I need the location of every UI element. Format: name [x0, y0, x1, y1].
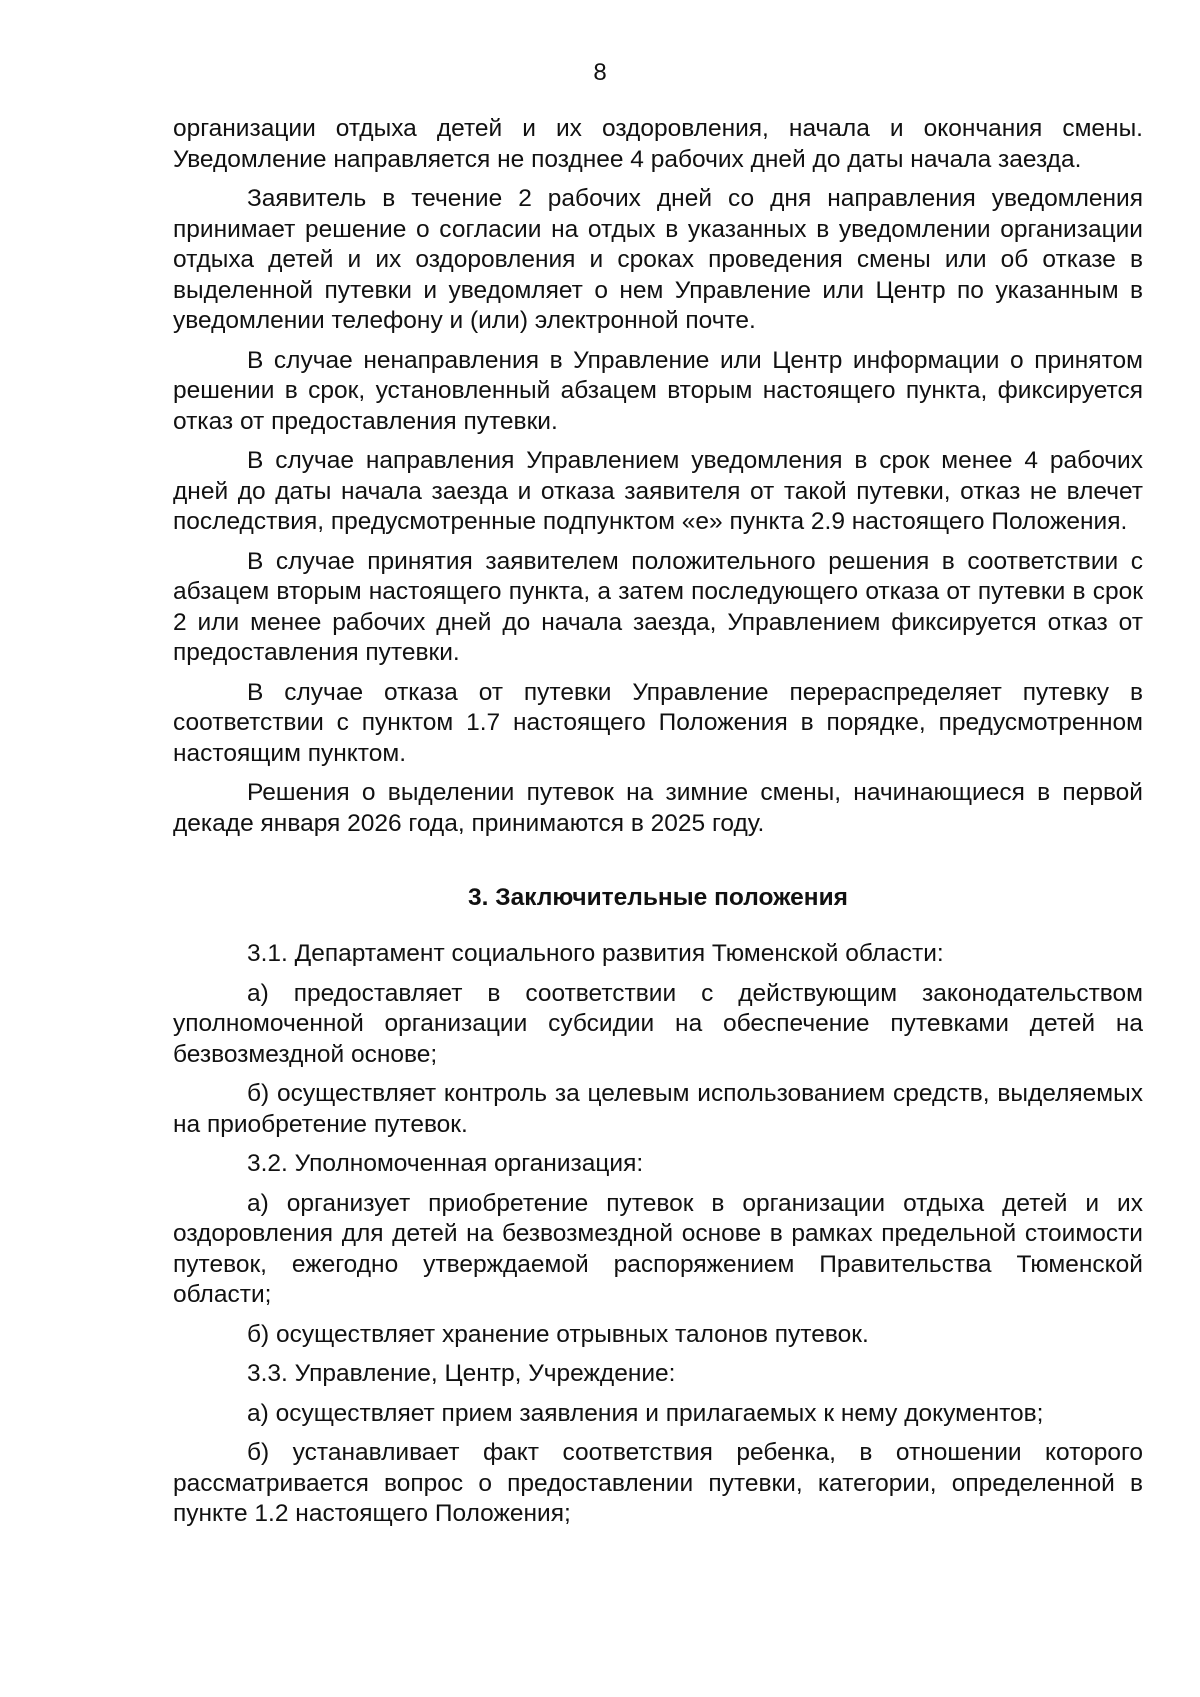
paragraph-winter-shifts: Решения о выделении путевок на зимние смены, начинающиеся в первой декаде января 2026 года, принимаются в 2025 году.	[173, 779, 1143, 837]
paragraph-3-2: 3.2. Уполномоченная организация:	[247, 1150, 644, 1177]
paragraph-3-1-b: б) осуществляет контроль за целевым использованием средств, выделяемых на приобретение путевок.	[173, 1080, 1143, 1138]
paragraph-positive-then-refusal: В случае принятия заявителем положительного решения в соответствии с абзацем вторым настоящего пункта, а затем последующего отказа от путевки в срок 2 или менее рабочих дней до начала заезда, Управлением фиксируется отказ от предоставления путевки.	[173, 547, 1143, 666]
paragraph-3-3: 3.3. Управление, Центр, Учреждение:	[247, 1360, 676, 1387]
page-number: 8	[593, 59, 607, 86]
paragraph-applicant-decision: Заявитель в течение 2 рабочих дней со дня направления уведомления принимает решение о согласии на отдых в указанных в уведомлении организации отдыха детей и их оздоровления и сроках проведения смены или об отказе в выделенной путевки и уведомляет о нем Управление или Центр по указанным в уведомлении телефону и (или) электронной почте.	[173, 185, 1143, 334]
paragraph-3-3-a: а) осуществляет прием заявления и прилагаемых к нему документов;	[247, 1399, 1044, 1427]
paragraph-3-1: 3.1. Департамент социального развития Тюменской области:	[247, 940, 944, 967]
paragraph-3-3-b: б) устанавливает факт соответствия ребенка, в отношении которого рассматривается вопрос о предоставлении путевки, категории, определенной в пункте 1.2 настоящего Положения;	[173, 1439, 1143, 1527]
section-heading: 3. Заключительные положения	[468, 884, 848, 911]
paragraph-3-2-a: а) организует приобретение путевок в организации отдыха детей и их оздоровления для детей на безвозмездной основе в рамках предельной стоимости путевок, ежегодно утверждаемой распоряжением Правительства Тюменской области;	[173, 1189, 1143, 1308]
paragraph-3-2-b: б) осуществляет хранение отрывных талонов путевок.	[247, 1320, 869, 1348]
paragraph-3-1-a: а) предоставляет в соответствии с действующим законодательством уполномоченной организации субсидии на обеспечение путевками детей на безвозмездной основе;	[173, 979, 1143, 1068]
paragraph-redistribution: В случае отказа от путевки Управление перераспределяет путевку в соответствии с пунктом 1.7 настоящего Положения в порядке, предусмотренном настоящим пунктом.	[173, 678, 1143, 767]
paragraph-continuation: организации отдыха детей и их оздоровления, начала и окончания смены. Уведомление направляется не позднее 4 рабочих дней до даты начала заезда.	[173, 115, 1143, 173]
paragraph-no-info-refusal: В случае ненаправления в Управление или Центр информации о принятом решении в срок, установленный абзацем вторым настоящего пункта, фиксируется отказ от предоставления путевки.	[173, 346, 1143, 435]
document-body	[173, 114, 1143, 1539]
paragraph-late-notice: В случае направления Управлением уведомления в срок менее 4 рабочих дней до даты начала заезда и отказа заявителя от такой путевки, отказ не влечет последствия, предусмотренные подпунктом «е» пункта 2.9 настоящего Положения.	[173, 447, 1143, 535]
